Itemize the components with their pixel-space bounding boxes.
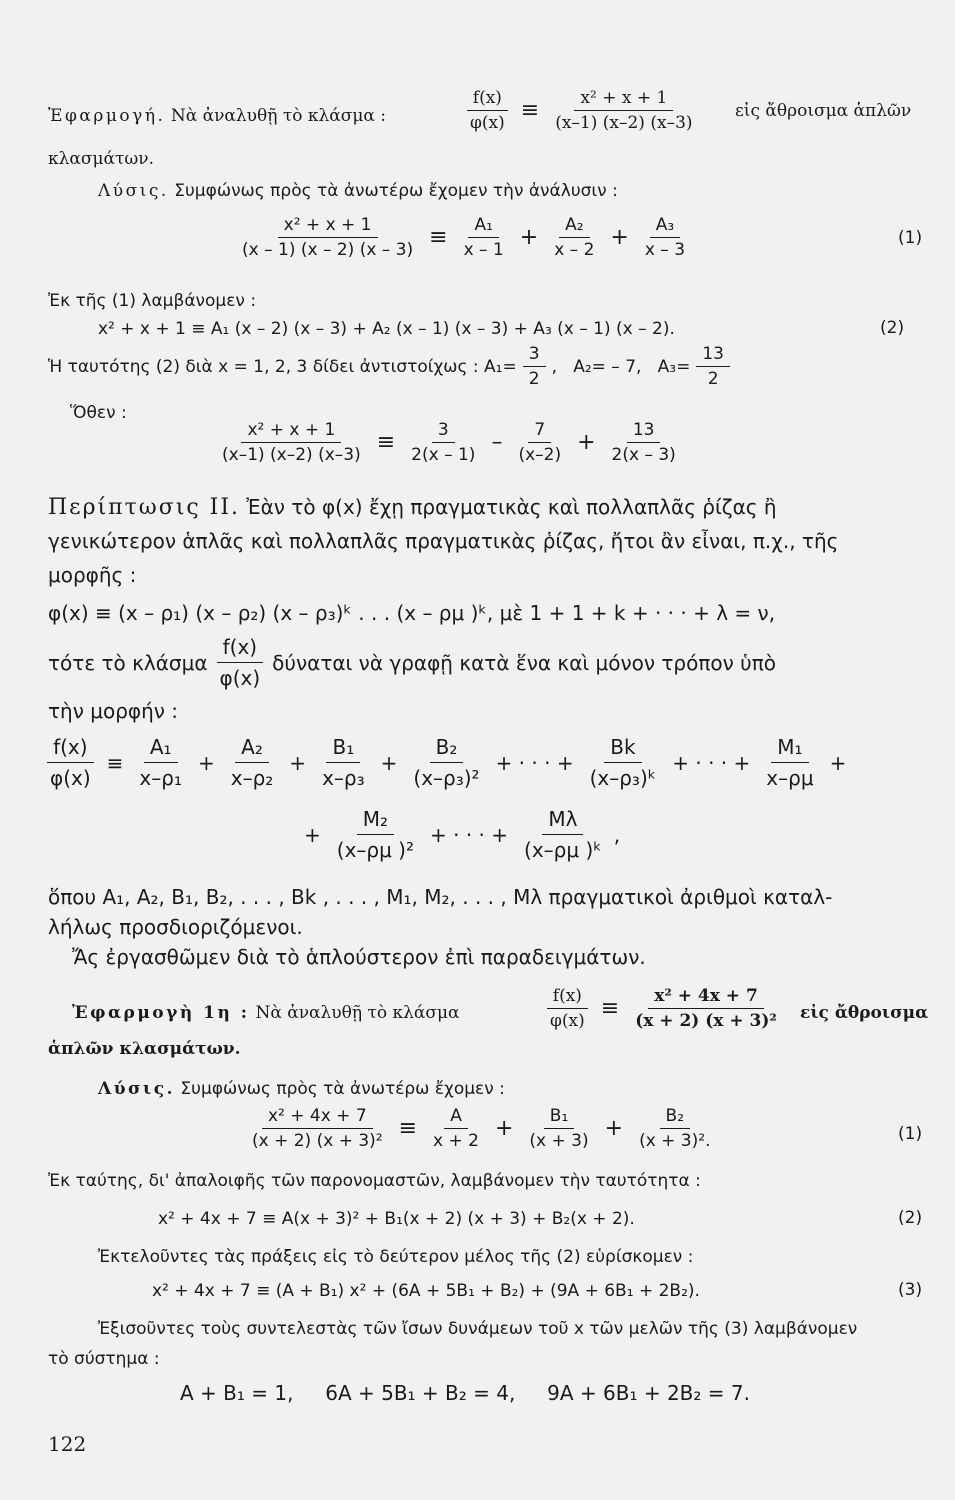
frac-num: A₂	[235, 734, 269, 763]
plus-sign: +	[289, 750, 307, 775]
app2-frac-f	[544, 986, 591, 1031]
frac-num: A₂	[559, 215, 589, 238]
sol1-from1: Ἐκ τῆς (1) λαμβάνομεν :	[48, 291, 257, 311]
frac-num: x² + x + 1	[278, 215, 378, 238]
frac-num: f(x)	[467, 88, 508, 111]
dots-sign: + · · · +	[430, 822, 509, 847]
frac-den: x – 2	[554, 240, 595, 260]
frac-den: φ(x)	[50, 766, 91, 790]
frac-den: (x–ρμ )²	[336, 838, 415, 862]
case2-where1: ὅπου A₁, A₂, B₁, B₂, . . . , Bk , . . . , M₁, M₂, . . . , Mλ πραγματικοὶ ἀριθμοὶ καταλ-	[48, 885, 833, 909]
frac-num: 7	[528, 420, 551, 443]
app1-fraction	[458, 88, 705, 133]
frac-den: (x–ρ₃)²	[413, 766, 480, 790]
frac-num: A₃	[650, 215, 680, 238]
sol2-text: Συμφώνως πρὸς τὰ ἀνωτέρω ἔχομεν :	[180, 1079, 505, 1099]
plus-sign: +	[610, 225, 629, 250]
eq-sign: ≡	[376, 430, 396, 455]
frac-den: 2(x – 3)	[611, 445, 676, 465]
identity-text: Ἡ ταυτότης (2) διὰ x = 1, 2, 3 δίδει ἀντιστοίχως : A₁=	[48, 356, 517, 377]
sol1-text: Συμφώνως πρὸς τὰ ἀνωτέρω ἔχομεν τὴν ἀνάλυσιν :	[174, 181, 618, 201]
frac-num: x² + 4x + 7	[648, 986, 764, 1009]
sol2-term-b2	[633, 1106, 716, 1151]
case2-form: τὴν μορφήν :	[48, 699, 179, 723]
frac-den: x + 2	[433, 1131, 479, 1151]
app2-tail2: ἁπλῶν κλασμάτων.	[48, 1039, 241, 1059]
plus-sign: +	[380, 750, 398, 775]
case2-then	[48, 634, 776, 691]
eq-sign: ≡	[600, 996, 620, 1021]
frac-num: x² + 4x + 7	[262, 1106, 373, 1129]
app2-label: Ἐφαρμογὴ 1η :	[72, 1003, 250, 1023]
app2-intro-text: Νὰ ἀναλυθῇ τὸ κλάσμα	[255, 1003, 460, 1023]
sol2-label: Λύσις.	[98, 1079, 176, 1099]
a1-frac	[523, 344, 546, 389]
case2-phi: φ(x) ≡ (x – ρ₁) (x – ρ₂) (x – ρ₃)ᵏ . . . (x – ρμ )ᵏ, μὲ 1 + 1 + k + · · · + λ = ν,	[48, 601, 776, 625]
frac-den: (x–1) (x–2) (x–3)	[222, 445, 361, 465]
sol1-eq1	[230, 215, 697, 260]
app2-fraction	[538, 986, 789, 1031]
term-a1	[133, 734, 188, 791]
eq3-term3	[606, 420, 682, 465]
frac-num: B₂	[660, 1106, 690, 1129]
case2-line1	[48, 494, 777, 521]
frac-num: 13	[696, 344, 730, 367]
frac-den: (x–ρ₃)ᵏ	[589, 766, 657, 790]
a3-frac	[696, 344, 730, 389]
plus-sign: +	[829, 750, 847, 775]
frac-den: φ(x)	[219, 666, 261, 690]
frac-num: 3	[432, 420, 455, 443]
frac-den: φ(x)	[470, 113, 505, 133]
plus-sign: +	[304, 822, 321, 847]
frac-num: M₁	[771, 734, 808, 763]
frac-den: 2	[528, 369, 540, 389]
frac-num: B₂	[430, 734, 464, 763]
frac-den: x – 1	[463, 240, 504, 260]
dots-sign: + · · · +	[495, 750, 574, 775]
case2-text3: μορφῆς :	[48, 563, 137, 587]
frac-num: M₂	[357, 806, 394, 835]
frac-num: Bk	[604, 734, 641, 763]
case2-text2: γενικώτερον ἁπλᾶς καὶ πολλαπλᾶς πραγματικὰς ῥίζας, ἤτοι ἂν εἶναι, π.χ., τῆς	[48, 529, 839, 553]
frac-den: (x + 2) (x + 3)²	[635, 1011, 777, 1031]
a2-text: , A₂= – 7, A₃=	[551, 356, 691, 377]
app1-tail: εἰς ἄθροισμα ἁπλῶν	[735, 101, 912, 121]
frac-den: x – 3	[644, 240, 686, 260]
app1-label: Ἐφαρμογή.	[48, 106, 166, 126]
frac-den: (x–2)	[518, 445, 562, 465]
frac-num: x² + x + 1	[241, 420, 341, 443]
f-over-phi	[44, 734, 97, 791]
sol2-eq1-lhs	[246, 1106, 389, 1151]
frac-den: x–ρ₃	[322, 766, 365, 790]
eq1-lhs	[236, 215, 419, 260]
term-bk	[584, 734, 663, 791]
sol2-term-b1	[523, 1106, 594, 1151]
case2-heading: Περίπτωσις II.	[48, 495, 241, 520]
sol2-perform: Ἐκτελοῦντες τὰς πράξεις εἰς τὸ δεύτερον μέλος τῆς (2) εὑρίσκομεν :	[98, 1247, 694, 1267]
sol2-equate2: τὸ σύστημα :	[48, 1349, 160, 1369]
frac-num: A	[444, 1106, 468, 1129]
app2-intro	[72, 1002, 460, 1024]
frac-num: 13	[627, 420, 661, 443]
sol2-eq2: x² + 4x + 7 ≡ A(x + 3)² + B₁(x + 2) (x + 3) + B₂(x + 2).	[158, 1209, 635, 1229]
plus-sign: +	[519, 225, 539, 250]
case2-where2: λήλως προσδιοριζόμενοι.	[48, 915, 303, 939]
eq3-term2	[512, 420, 567, 465]
term-b1	[316, 734, 371, 791]
frac-den: x–ρ₁	[139, 766, 182, 790]
sol1-intro	[98, 180, 618, 202]
plus-sign: +	[197, 750, 215, 775]
sol2-from: Ἐκ ταύτης, δι' ἀπαλοιφῆς τῶν παρονομαστῶν, λαμβάνομεν τὴν ταυτότητα :	[48, 1171, 701, 1191]
frac-den: x–ρ₂	[230, 766, 274, 790]
eq-sign: ≡	[106, 750, 124, 775]
frac-num: B₁	[544, 1106, 574, 1129]
case2-expansion-line2	[300, 806, 620, 863]
then-text-b: δύναται νὰ γραφῇ κατὰ ἕνα καὶ μόνον τρόπον ὑπὸ	[272, 650, 777, 675]
eq-number: (3)	[898, 1280, 923, 1300]
frac-num: A₁	[468, 215, 498, 238]
term-a2	[225, 734, 280, 791]
frac-den: (x–ρμ )ᵏ	[524, 838, 602, 862]
frac-den: 2	[707, 369, 719, 389]
frac-num: A₁	[144, 734, 178, 763]
plus-sign: +	[604, 1116, 624, 1141]
app1-frac-main	[549, 88, 698, 133]
eq3-term1	[405, 420, 481, 465]
app1-intro	[48, 105, 386, 127]
frac-den: x–ρμ	[766, 766, 814, 790]
sol2-equate1: Ἐξισοῦντες τοὺς συντελεστὰς τῶν ἴσων δυνάμεων τοῦ x τῶν μελῶν τῆς (3) λαμβάνομεν	[98, 1319, 858, 1339]
sol1-identity	[48, 344, 736, 389]
sol2-system: A + B₁ = 1, 6A + 5B₁ + B₂ = 4, 9A + 6B₁ + 2B₂ = 7.	[180, 1381, 750, 1405]
eq-number: (1)	[898, 1124, 923, 1144]
eq1-term1	[458, 215, 510, 260]
case2-expansion-line1	[44, 734, 850, 791]
frac-num: f(x)	[47, 734, 93, 763]
comma: ,	[613, 822, 621, 847]
minus-sign: –	[491, 430, 503, 455]
frac-den: 2(x – 1)	[411, 445, 476, 465]
plus-sign: +	[577, 430, 596, 455]
frac-den: (x–1) (x–2) (x–3)	[555, 113, 693, 133]
eq1-term2	[548, 215, 600, 260]
frac-num: B₁	[326, 734, 360, 763]
sol1-eq3	[210, 420, 688, 465]
sol1-label: Λύσις.	[98, 181, 169, 201]
then-frac	[214, 634, 267, 691]
eq3-lhs	[216, 420, 367, 465]
sol1-eq2: x² + x + 1 ≡ A₁ (x – 2) (x – 3) + A₂ (x – 1) (x – 3) + A₃ (x – 1) (x – 2).	[98, 319, 675, 339]
frac-num: f(x)	[547, 986, 588, 1009]
frac-den: φ(x)	[550, 1011, 585, 1031]
term-ml	[518, 806, 608, 863]
case2-lets: Ἄς ἐργασθῶμεν διὰ τὸ ἁπλούστερον ἐπὶ παραδειγμάτων.	[72, 945, 646, 969]
plus-sign: +	[494, 1116, 514, 1141]
eq-sign: ≡	[520, 98, 540, 123]
eq-sign: ≡	[398, 1116, 418, 1141]
sol2-eq1	[240, 1106, 722, 1151]
dots-sign: + · · · +	[672, 750, 751, 775]
app1-intro-text: Νὰ ἀναλυθῇ τὸ κλάσμα :	[170, 106, 387, 126]
sol2-eq3: x² + 4x + 7 ≡ (A + B₁) x² + (6A + 5B₁ + B₂) + (9A + 6B₁ + 2B₂).	[152, 1281, 700, 1301]
eq-sign: ≡	[429, 225, 448, 250]
app1-tail2: κλασμάτων.	[48, 149, 155, 169]
eq-number: (2)	[898, 1208, 923, 1228]
eq1-term3	[639, 215, 691, 260]
frac-den: (x + 3)	[529, 1131, 589, 1151]
then-text-a: τότε τὸ κλάσμα	[48, 650, 208, 675]
page-number: 122	[48, 1432, 87, 1456]
app1-frac-f	[464, 88, 511, 133]
sol1-hence: Ὅθεν :	[70, 403, 127, 423]
eq-number: (1)	[898, 228, 923, 248]
frac-num: x² + x + 1	[574, 88, 673, 111]
term-m1	[760, 734, 819, 791]
term-b2	[407, 734, 485, 791]
eq-number: (2)	[880, 318, 905, 338]
frac-den: (x – 1) (x – 2) (x – 3)	[242, 240, 414, 260]
frac-num: f(x)	[217, 634, 263, 663]
frac-num: 3	[523, 344, 546, 367]
frac-num: Mλ	[542, 806, 583, 835]
case2-text1: Ἐὰν τὸ φ(x) ἔχῃ πραγματικὰς καὶ πολλαπλᾶς ῥίζας ἢ	[246, 495, 777, 519]
sol2-term-a	[427, 1106, 485, 1151]
frac-den: (x + 2) (x + 3)²	[252, 1131, 383, 1151]
app2-frac-main	[629, 986, 783, 1031]
frac-den: (x + 3)².	[639, 1131, 711, 1151]
sol2-intro	[98, 1078, 505, 1100]
app2-tail: εἰς ἄθροισμα	[800, 1003, 929, 1023]
term-m2	[331, 806, 420, 863]
